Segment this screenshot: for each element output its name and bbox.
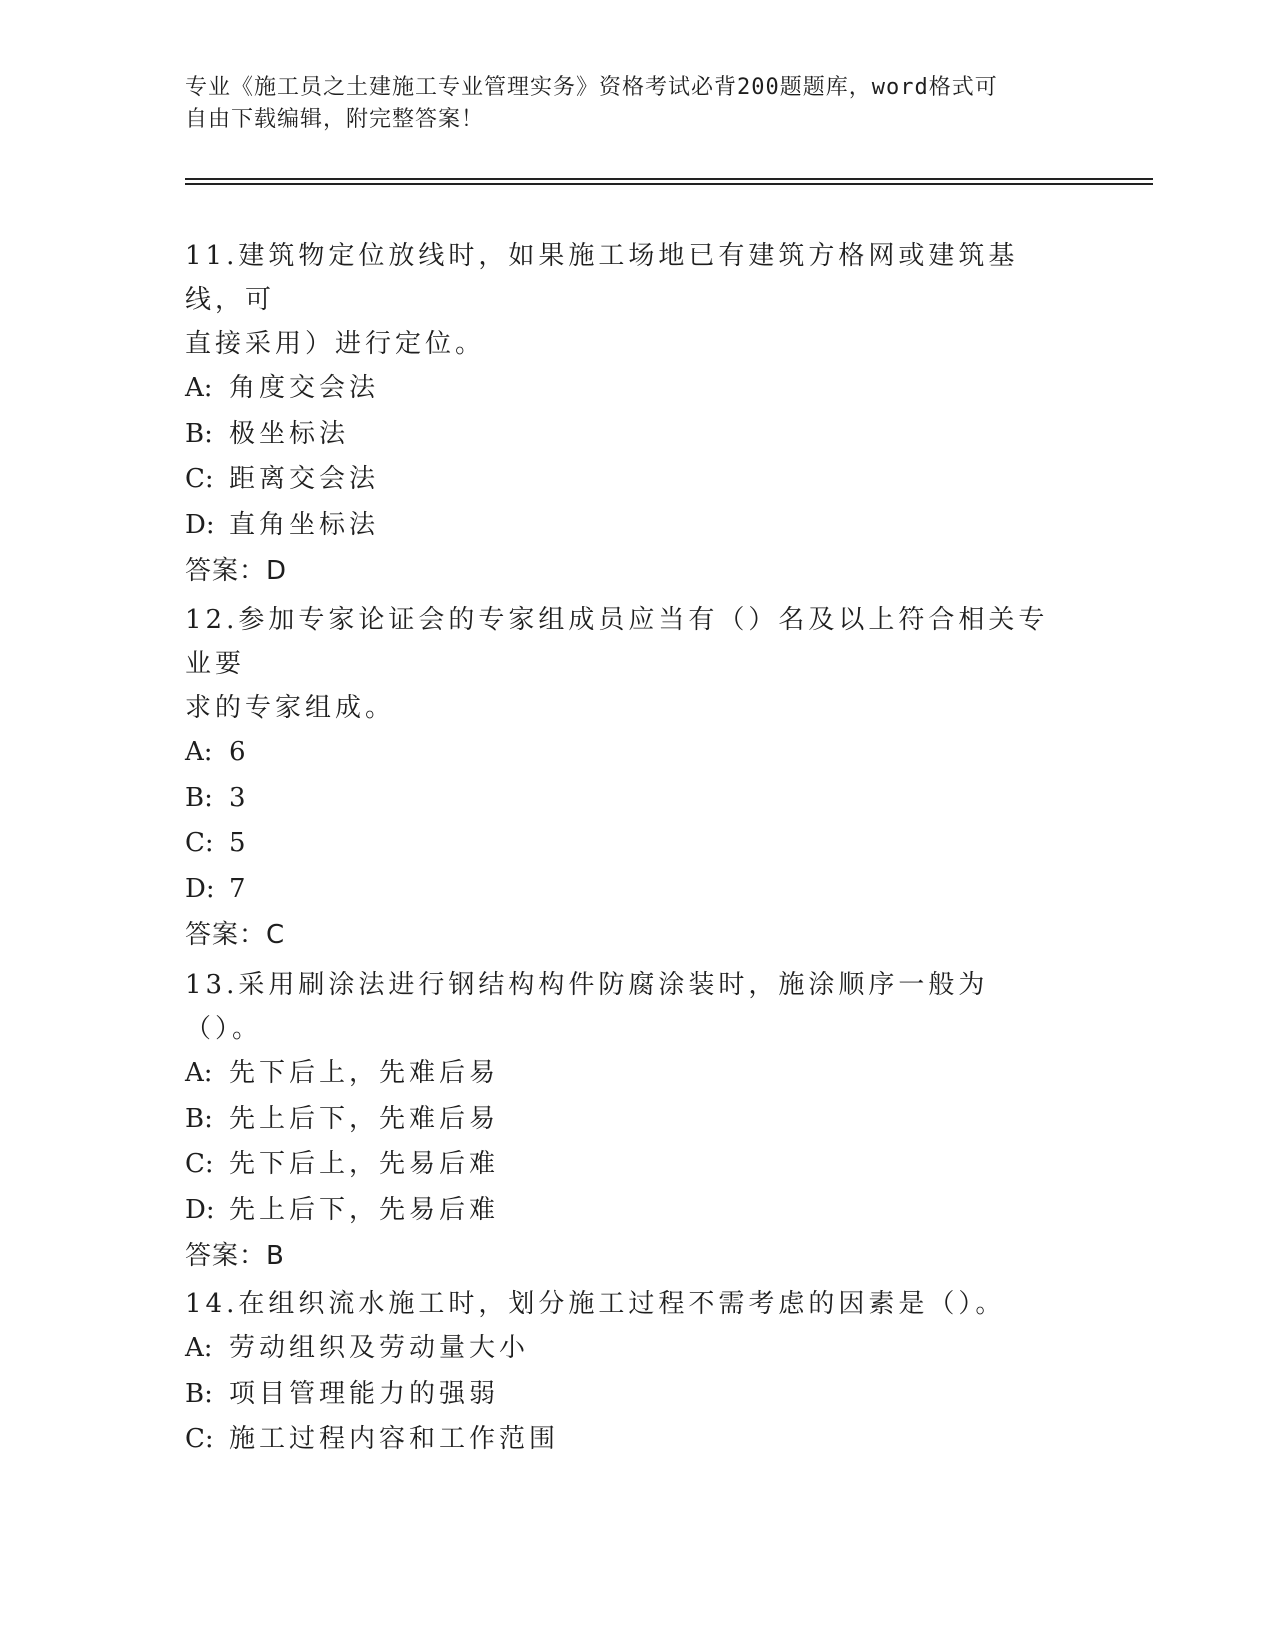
header-divider-bottom	[185, 183, 1153, 185]
option-key: A:	[185, 737, 213, 767]
option-key: D:	[185, 873, 215, 904]
option-key: A:	[185, 373, 213, 403]
option-text: 施工过程内容和工作范围	[229, 1424, 560, 1454]
question-stem-continued: 直接采用）进行定位。	[185, 329, 486, 359]
option-key: A:	[185, 1058, 213, 1088]
option-d	[185, 503, 1065, 549]
option-key: C:	[185, 828, 214, 858]
answer-line: 答案：C	[185, 920, 286, 950]
option-b	[185, 412, 1065, 458]
option-d	[185, 1188, 1065, 1234]
option-text: 先下后上，先难后易	[229, 1058, 500, 1088]
option-key: D:	[185, 1194, 215, 1225]
option-key: B:	[185, 418, 213, 449]
option-text: 先上后下，先易后难	[229, 1194, 500, 1225]
option-c	[185, 457, 1065, 503]
option-key: B:	[185, 1103, 213, 1134]
option-a	[185, 1051, 1065, 1097]
option-key: A:	[185, 1333, 213, 1363]
option-text: 角度交会法	[229, 373, 380, 403]
question-stem: 11.建筑物定位放线时，如果施工场地已有建筑方格网或建筑基线，可	[185, 241, 1019, 315]
header-line-2: 自由下载编辑，附完整答案！	[185, 107, 485, 132]
option-text: 项目管理能力的强弱	[229, 1378, 500, 1409]
option-c	[185, 1417, 1065, 1463]
option-text: 5	[229, 828, 250, 858]
option-b	[185, 776, 1065, 822]
option-c	[185, 821, 1065, 867]
option-key: B:	[185, 1378, 213, 1409]
option-d	[185, 867, 1065, 913]
option-key: D:	[185, 509, 215, 540]
document-header	[185, 72, 1065, 136]
option-text: 6	[229, 737, 250, 767]
option-text: 极坐标法	[229, 418, 350, 449]
question-stem: 13.采用刷涂法进行钢结构构件防腐涂装时，施涂顺序一般为（）。	[185, 970, 989, 1044]
option-text: 劳动组织及劳动量大小	[229, 1333, 530, 1363]
question-14	[185, 1282, 1065, 1463]
option-b	[185, 1097, 1065, 1143]
answer-line: 答案：D	[185, 556, 288, 586]
option-text: 距离交会法	[229, 464, 380, 494]
option-a	[185, 366, 1065, 412]
option-c	[185, 1142, 1065, 1188]
option-a	[185, 1326, 1065, 1372]
question-13	[185, 963, 1065, 1279]
question-stem: 12.参加专家论证会的专家组成员应当有（）名及以上符合相关专业要	[185, 605, 1049, 679]
option-key: C:	[185, 1424, 214, 1454]
question-12	[185, 598, 1065, 958]
option-text: 3	[229, 782, 250, 813]
option-key: C:	[185, 1149, 214, 1179]
option-text: 先上后下，先难后易	[229, 1103, 500, 1134]
header-line-1: 专业《施工员之土建施工专业管理实务》资格考试必背200题题库，word格式可	[185, 75, 998, 100]
option-text: 直角坐标法	[229, 509, 380, 540]
option-b	[185, 1372, 1065, 1418]
question-11	[185, 234, 1065, 594]
question-stem: 14.在组织流水施工时，划分施工过程不需考虑的因素是（）。	[185, 1289, 1006, 1319]
option-a	[185, 730, 1065, 776]
answer-line: 答案：B	[185, 1241, 285, 1271]
header-divider-top	[185, 178, 1153, 180]
option-text: 先下后上，先易后难	[229, 1149, 500, 1179]
option-key: C:	[185, 464, 214, 494]
question-stem-continued: 求的专家组成。	[185, 693, 396, 723]
option-text: 7	[229, 873, 250, 904]
option-key: B:	[185, 782, 213, 813]
